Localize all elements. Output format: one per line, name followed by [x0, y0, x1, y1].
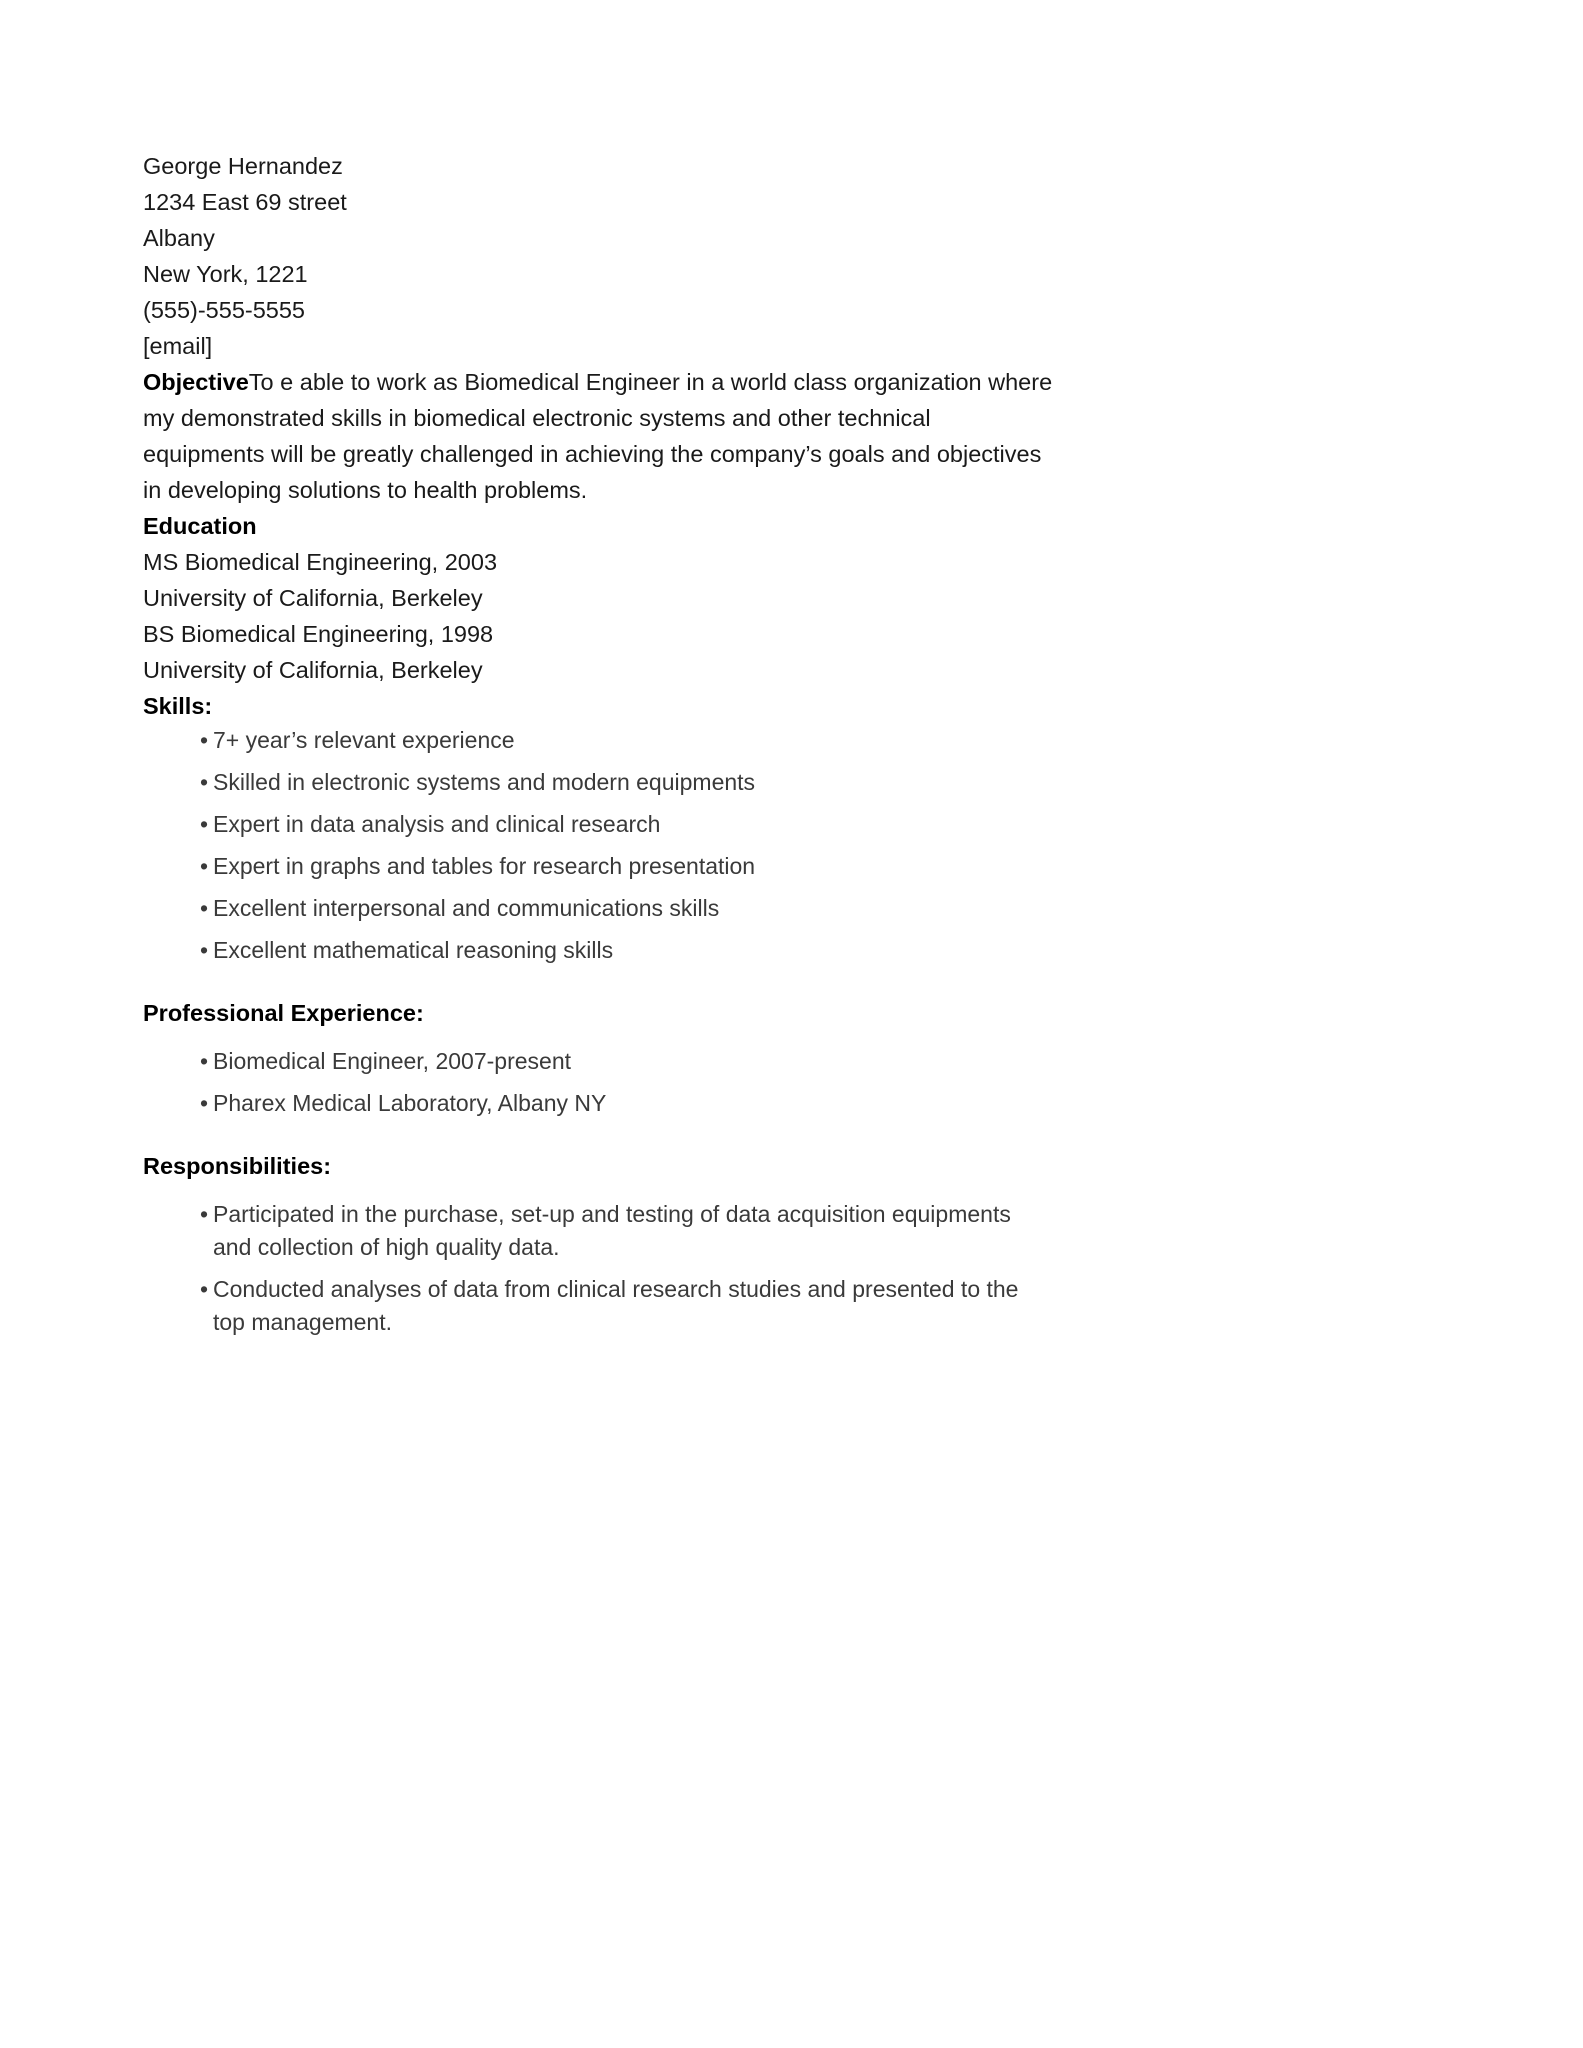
- education-entry: MS Biomedical Engineering, 2003: [143, 549, 498, 575]
- list-item: [143, 766, 1053, 799]
- contact-state-zip: New York, 1221: [143, 261, 308, 287]
- resume-content: [143, 148, 1053, 1348]
- professional-experience-list: [143, 1045, 1053, 1120]
- list-item-label: Expert in graphs and tables for research presentation: [213, 853, 756, 879]
- list-item-label: Biomedical Engineer, 2007-present: [213, 1048, 572, 1074]
- objective-label: Objective: [143, 369, 249, 395]
- bullet-icon: •: [200, 811, 209, 837]
- bullet-icon: •: [200, 1276, 209, 1302]
- skills-heading: Skills:: [143, 693, 213, 719]
- bullet-icon: •: [200, 937, 209, 963]
- education-entry: University of California, Berkeley: [143, 657, 483, 683]
- objective-text: To e able to work as Biomedical Engineer in a world class organization where my demonstrated skills in biomedical electronic systems and other technical equipments will be greatly challenged in achieving the company’s goals and objectives in developing solutions to health problems.: [143, 369, 1053, 503]
- list-item: [143, 1087, 1053, 1120]
- list-item-label: Expert in data analysis and clinical research: [213, 811, 661, 837]
- list-item-label: Skilled in electronic systems and modern equipments: [213, 769, 756, 795]
- bullet-icon: •: [200, 895, 209, 921]
- responsibilities-heading: Responsibilities:: [143, 1153, 332, 1179]
- bullet-icon: •: [200, 1201, 209, 1227]
- list-item: [143, 808, 1053, 841]
- candidate-name: George Hernandez: [143, 153, 343, 179]
- bullet-icon: •: [200, 727, 209, 753]
- list-item: [143, 1273, 1053, 1339]
- list-item: [143, 724, 1053, 757]
- education-entry: University of California, Berkeley: [143, 585, 483, 611]
- list-item-label: Excellent interpersonal and communications skills: [213, 895, 720, 921]
- bullet-icon: •: [200, 769, 209, 795]
- list-item-label: Pharex Medical Laboratory, Albany NY: [213, 1090, 607, 1116]
- responsibilities-list: [143, 1198, 1053, 1339]
- list-item-label: Participated in the purchase, set-up and testing of data acquisition equipments and collection of high quality data.: [213, 1201, 1011, 1260]
- list-item: [143, 892, 1053, 925]
- list-item: [143, 850, 1053, 883]
- list-item-label: 7+ year’s relevant experience: [213, 727, 515, 753]
- education-heading: Education: [143, 513, 257, 539]
- list-item: [143, 1198, 1053, 1264]
- objective-paragraph: [143, 364, 1053, 508]
- contact-city: Albany: [143, 225, 215, 251]
- bullet-icon: •: [200, 1048, 209, 1074]
- skills-list: [143, 724, 1053, 967]
- contact-email: [email]: [143, 333, 213, 359]
- bullet-icon: •: [200, 853, 209, 879]
- list-item: [143, 934, 1053, 967]
- bullet-icon: •: [200, 1090, 209, 1116]
- list-item-label: Excellent mathematical reasoning skills: [213, 937, 614, 963]
- list-item: [143, 1045, 1053, 1078]
- professional-experience-heading: Professional Experience:: [143, 1000, 424, 1026]
- list-item-label: Conducted analyses of data from clinical research studies and presented to the top management.: [213, 1276, 1019, 1335]
- education-entry: BS Biomedical Engineering, 1998: [143, 621, 494, 647]
- contact-phone: (555)-555-5555: [143, 297, 305, 323]
- contact-street: 1234 East 69 street: [143, 189, 347, 215]
